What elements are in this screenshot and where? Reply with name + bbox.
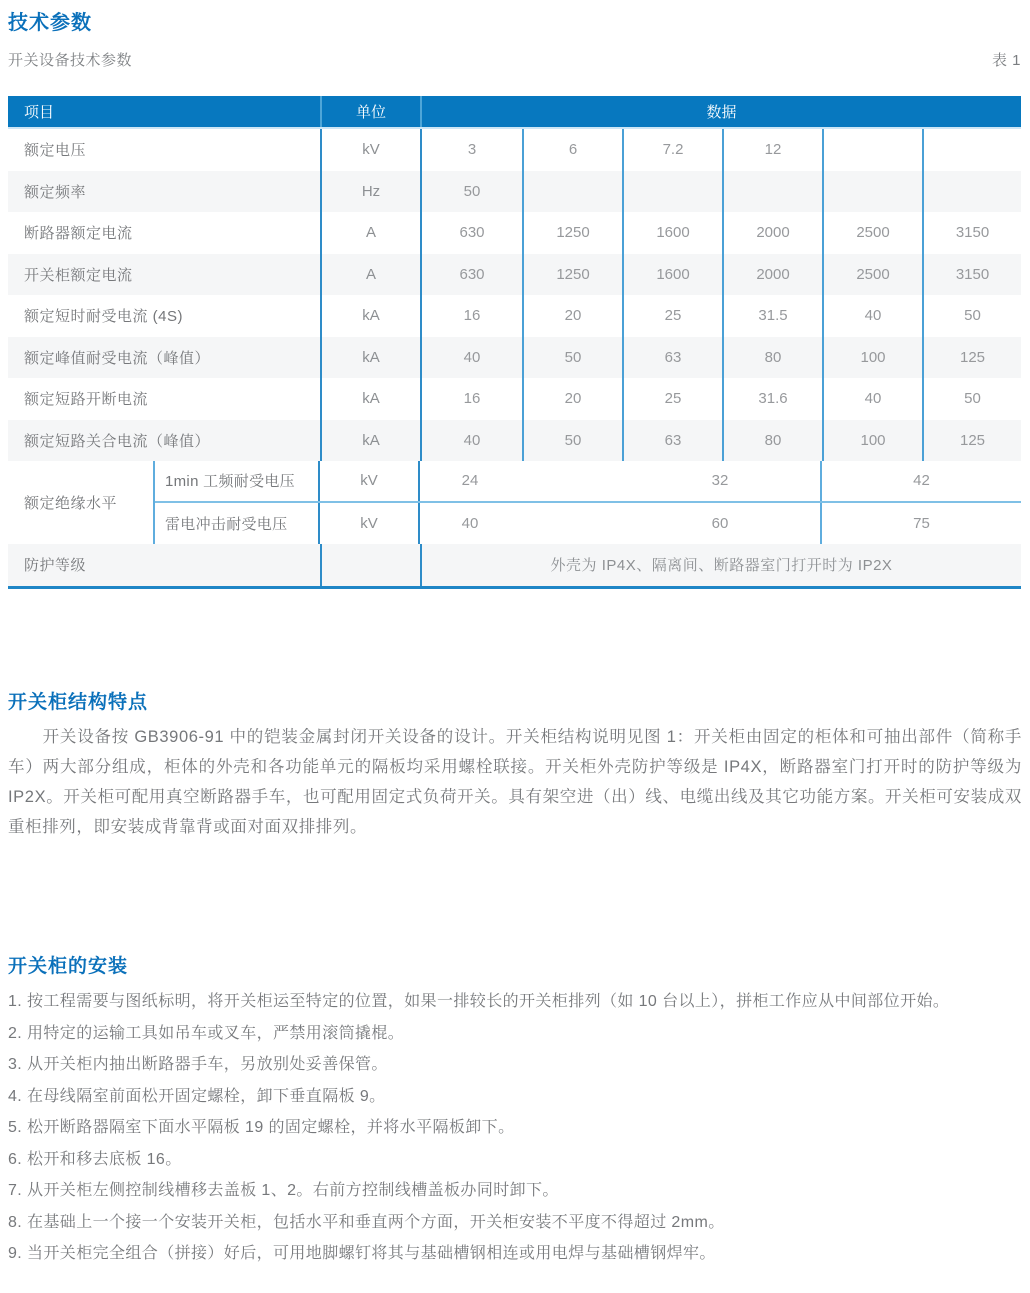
insulation-sub-row <box>155 461 1021 503</box>
cell-value: 63 <box>622 337 722 379</box>
cell-value: 125 <box>922 420 1021 462</box>
insulation-sub-row <box>155 503 1021 545</box>
cell-value: 7.2 <box>622 129 722 171</box>
row-label: 额定绝缘水平 <box>8 461 155 544</box>
table-caption-row <box>8 49 1021 70</box>
install-step: 9. 当开关柜完全组合（拼接）好后，可用地脚螺钉将其与基础槽钢相连或用电焊与基础槽钢焊牢。 <box>8 1245 716 1262</box>
cell-value: 125 <box>922 337 1021 379</box>
cell-value: 2500 <box>822 254 922 296</box>
cell-value: 20 <box>522 295 622 337</box>
spec-table <box>8 96 1021 589</box>
row-unit: kV <box>322 129 422 171</box>
table-number: 表 1 <box>991 52 1021 69</box>
header-cell-item: 项目 <box>8 96 322 127</box>
install-step: 7. 从开关柜左侧控制线槽移去盖板 1、2。右前方控制线槽盖板办同时卸下。 <box>8 1182 559 1199</box>
cell-value: 80 <box>722 420 822 462</box>
cell-value <box>822 171 922 213</box>
cell-value: 42 <box>820 461 1021 501</box>
cell-value <box>922 129 1021 171</box>
row-label: 额定电压 <box>8 129 322 171</box>
cell-value <box>922 171 1021 213</box>
cell-value: 40 <box>822 378 922 420</box>
cell-value: 50 <box>463 182 481 200</box>
page-title: 技术参数 <box>8 12 92 34</box>
row-unit: kA <box>322 295 422 337</box>
cell-value: 16 <box>463 307 481 325</box>
table-row <box>8 212 1021 254</box>
cell-value: 50 <box>922 295 1021 337</box>
cell-value: 40 <box>463 431 481 449</box>
structure-paragraph: 开关设备按 GB3906-91 中的铠装金属封闭开关设备的设计。开关柜结构说明见图 1：开关柜由固定的柜体和可抽出部件（简称手车）两大部分组成，柜体的外壳和各功能单元的隔板均采用螺栓联接。开关柜外壳防护等级是 IP4X，断路器室门打开时的防护等级为 IP2X。开关柜可配用真空断路器手车，也可配用固定式负荷开关。具有架空进（出）线、电缆出线及其它功能方案。开关柜可安装成双重柜排列，即安装成背靠背或面对面双排排列。 <box>8 728 1022 836</box>
cell-value: 6 <box>522 129 622 171</box>
cell-value: 3150 <box>922 254 1021 296</box>
cell-value: 24 <box>461 472 479 490</box>
cell-value: 630 <box>459 224 485 242</box>
row-label: 断路器额定电流 <box>8 212 322 254</box>
cell-value: 20 <box>522 378 622 420</box>
header-cell-unit: 单位 <box>322 96 422 127</box>
install-step: 4. 在母线隔室前面松开固定螺栓，卸下垂直隔板 9。 <box>8 1087 386 1105</box>
cell-value: 32 <box>711 472 729 490</box>
cell-value: 3150 <box>922 212 1021 254</box>
row-unit <box>322 544 422 586</box>
install-step: 5. 松开断路器隔室下面水平隔板 19 的固定螺栓，并将水平隔板卸下。 <box>8 1119 515 1136</box>
table-row <box>8 254 1021 296</box>
cell-value <box>522 171 622 213</box>
row-unit: A <box>322 212 422 254</box>
cell-value: 16 <box>463 390 481 408</box>
cell-value: 50 <box>922 378 1021 420</box>
cell-value: 31.5 <box>722 295 822 337</box>
table-row <box>8 171 1021 213</box>
cell-value <box>822 129 922 171</box>
cell-value: 2000 <box>722 254 822 296</box>
table-header-row <box>8 96 1021 129</box>
cell-value: 50 <box>522 337 622 379</box>
cell-value: 100 <box>822 337 922 379</box>
install-step: 6. 松开和移去底板 16。 <box>8 1150 182 1168</box>
section-structure-title: 开关柜结构特点 <box>8 692 149 713</box>
table-row <box>8 337 1021 379</box>
insulation-row-group <box>8 461 1021 544</box>
header-cell-data: 数据 <box>706 104 737 121</box>
row-label: 额定短路关合电流（峰值） <box>8 420 322 462</box>
cell-value: 60 <box>711 514 729 532</box>
cell-value: 2500 <box>822 212 922 254</box>
cell-value: 63 <box>622 420 722 462</box>
install-step: 2. 用特定的运输工具如吊车或叉车，严禁用滚筒撬棍。 <box>8 1024 405 1042</box>
install-list <box>8 986 1022 1270</box>
cell-value: 50 <box>522 420 622 462</box>
sub-row-label: 1min 工频耐受电压 <box>155 461 320 501</box>
table-row <box>8 295 1021 337</box>
cell-value: 100 <box>822 420 922 462</box>
cell-value: 40 <box>461 514 479 532</box>
cell-value: 40 <box>822 295 922 337</box>
cell-value: 2000 <box>722 212 822 254</box>
protection-row <box>8 544 1021 586</box>
cell-value: 25 <box>622 295 722 337</box>
cell-value: 80 <box>722 337 822 379</box>
row-label: 额定短时耐受电流 (4S) <box>8 295 322 337</box>
install-step: 1. 按工程需要与图纸标明，将开关柜运至特定的位置，如果一排较长的开关柜排列（如 10 台以上），拼柜工作应从中间部位开始。 <box>8 993 950 1010</box>
cell-value: 1600 <box>622 254 722 296</box>
install-step: 3. 从开关柜内抽出断路器手车，另放别处妥善保管。 <box>8 1056 388 1073</box>
section-install-title: 开关柜的安装 <box>8 956 129 977</box>
row-unit: kV <box>320 461 420 501</box>
cell-value: 3 <box>467 141 477 159</box>
row-label: 额定短路开断电流 <box>8 378 322 420</box>
table-row <box>8 420 1021 462</box>
cell-value <box>520 503 620 545</box>
row-unit: kV <box>320 503 420 545</box>
table-caption: 开关设备技术参数 <box>8 52 133 69</box>
row-label: 防护等级 <box>8 544 322 586</box>
table-row <box>8 129 1021 171</box>
cell-value <box>520 461 620 501</box>
row-unit: Hz <box>322 171 422 213</box>
row-label: 额定峰值耐受电流（峰值） <box>8 337 322 379</box>
cell-value: 1250 <box>522 212 622 254</box>
row-label: 额定频率 <box>8 171 322 213</box>
cell-value: 630 <box>459 265 485 283</box>
row-unit: kA <box>322 420 422 462</box>
row-unit: A <box>322 254 422 296</box>
row-unit: kA <box>322 378 422 420</box>
cell-value <box>722 171 822 213</box>
row-unit: kA <box>322 337 422 379</box>
cell-value: 外壳为 IP4X、隔离间、断路器室门打开时为 IP2X <box>550 557 893 575</box>
table-row <box>8 378 1021 420</box>
cell-value: 75 <box>820 503 1021 545</box>
cell-value: 1250 <box>522 254 622 296</box>
cell-value: 25 <box>622 378 722 420</box>
install-step: 8. 在基础上一个接一个安装开关柜，包括水平和垂直两个方面，开关柜安装不平度不得超过 2mm。 <box>8 1213 725 1231</box>
cell-value: 1600 <box>622 212 722 254</box>
cell-value: 31.6 <box>722 378 822 420</box>
sub-row-label: 雷电冲击耐受电压 <box>155 503 320 545</box>
cell-value: 40 <box>463 348 481 366</box>
cell-value <box>622 171 722 213</box>
cell-value: 12 <box>722 129 822 171</box>
row-label: 开关柜额定电流 <box>8 254 322 296</box>
